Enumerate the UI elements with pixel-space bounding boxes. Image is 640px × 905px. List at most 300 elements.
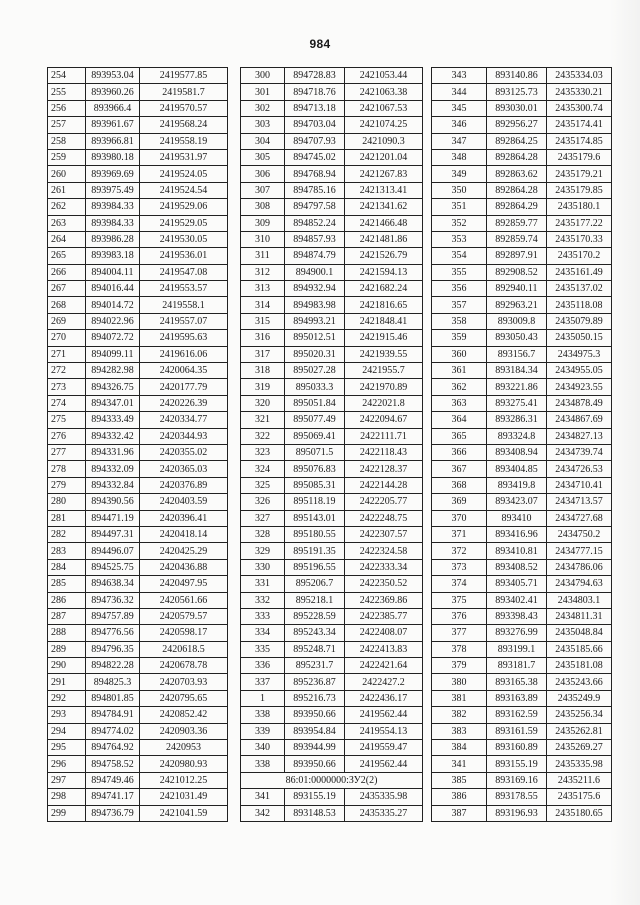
point-number-cell: 271 <box>48 346 86 362</box>
x-coordinate-cell: 892908.52 <box>487 264 547 280</box>
x-coordinate-cell: 894741.17 <box>86 789 140 805</box>
y-coordinate-cell: 2420579.57 <box>140 608 228 624</box>
y-coordinate-cell: 2420344.93 <box>140 428 228 444</box>
x-coordinate-cell: 893221.86 <box>487 379 547 395</box>
point-number-cell: 287 <box>48 608 86 624</box>
table-row <box>432 100 612 116</box>
x-coordinate-cell: 893286.31 <box>487 412 547 428</box>
point-number-cell: 347 <box>432 133 487 149</box>
point-number-cell: 301 <box>241 84 285 100</box>
table-row <box>48 805 228 821</box>
table-row <box>241 68 423 84</box>
table-row <box>432 379 612 395</box>
x-coordinate-cell: 895143.01 <box>285 510 345 526</box>
point-number-cell: 339 <box>241 723 285 739</box>
x-coordinate-cell: 892864.28 <box>487 149 547 165</box>
point-number-cell: 290 <box>48 658 86 674</box>
x-coordinate-cell: 894099.11 <box>86 346 140 362</box>
table-row <box>48 543 228 559</box>
point-number-cell: 258 <box>48 133 86 149</box>
table-row <box>432 658 612 674</box>
y-coordinate-cell: 2419570.57 <box>140 100 228 116</box>
y-coordinate-cell: 2422408.07 <box>345 625 423 641</box>
point-number-cell: 310 <box>241 231 285 247</box>
point-number-cell: 309 <box>241 215 285 231</box>
parcel-id-cell: 86:01:0000000:ЗУ2(2) <box>241 772 423 788</box>
x-coordinate-cell: 893405.71 <box>487 576 547 592</box>
y-coordinate-cell: 2421682.24 <box>345 281 423 297</box>
x-coordinate-cell: 893148.53 <box>285 805 345 821</box>
table-row <box>48 625 228 641</box>
x-coordinate-cell: 893160.89 <box>487 740 547 756</box>
y-coordinate-cell: 2435179.6 <box>547 149 612 165</box>
x-coordinate-cell: 894525.75 <box>86 559 140 575</box>
x-coordinate-cell: 895027.28 <box>285 363 345 379</box>
table-row <box>432 182 612 198</box>
x-coordinate-cell: 892859.74 <box>487 231 547 247</box>
y-coordinate-cell: 2419536.01 <box>140 248 228 264</box>
y-coordinate-cell: 2421939.55 <box>345 346 423 362</box>
x-coordinate-cell: 893402.41 <box>487 592 547 608</box>
x-coordinate-cell: 893983.18 <box>86 248 140 264</box>
x-coordinate-cell: 894764.92 <box>86 740 140 756</box>
x-coordinate-cell: 894993.21 <box>285 313 345 329</box>
y-coordinate-cell: 2422128.37 <box>345 461 423 477</box>
table-row <box>48 379 228 395</box>
y-coordinate-cell: 2435118.08 <box>547 297 612 313</box>
x-coordinate-cell: 893960.26 <box>86 84 140 100</box>
x-coordinate-cell: 892940.11 <box>487 281 547 297</box>
table-row <box>241 543 423 559</box>
point-number-cell: 354 <box>432 248 487 264</box>
table-row <box>241 199 423 215</box>
table-row <box>241 133 423 149</box>
x-coordinate-cell: 895216.73 <box>285 690 345 706</box>
point-number-cell: 348 <box>432 149 487 165</box>
x-coordinate-cell: 893178.55 <box>487 789 547 805</box>
x-coordinate-cell: 894857.93 <box>285 231 345 247</box>
point-number-cell: 319 <box>241 379 285 395</box>
table-row <box>48 723 228 739</box>
y-coordinate-cell: 2421466.48 <box>345 215 423 231</box>
x-coordinate-cell: 894774.02 <box>86 723 140 739</box>
point-number-cell: 272 <box>48 363 86 379</box>
table-row <box>241 117 423 133</box>
x-coordinate-cell: 893199.1 <box>487 641 547 657</box>
y-coordinate-cell: 2420953 <box>140 740 228 756</box>
x-coordinate-cell: 893410.81 <box>487 543 547 559</box>
point-number-cell: 307 <box>241 182 285 198</box>
table-row <box>432 117 612 133</box>
point-number-cell: 289 <box>48 641 86 657</box>
y-coordinate-cell: 2435170.33 <box>547 231 612 247</box>
point-number-cell: 260 <box>48 166 86 182</box>
table-row <box>241 592 423 608</box>
y-coordinate-cell: 2434803.1 <box>547 592 612 608</box>
y-coordinate-cell: 2422144.28 <box>345 477 423 493</box>
y-coordinate-cell: 2422248.75 <box>345 510 423 526</box>
table-row <box>241 100 423 116</box>
table-row <box>48 494 228 510</box>
y-coordinate-cell: 2421970.89 <box>345 379 423 395</box>
x-coordinate-cell: 893984.33 <box>86 215 140 231</box>
y-coordinate-cell: 2422421.64 <box>345 658 423 674</box>
point-number-cell: 265 <box>48 248 86 264</box>
y-coordinate-cell: 2434867.69 <box>547 412 612 428</box>
y-coordinate-cell: 2434786.06 <box>547 559 612 575</box>
table-row <box>432 707 612 723</box>
point-number-cell: 378 <box>432 641 487 657</box>
y-coordinate-cell: 2421041.59 <box>140 805 228 821</box>
y-coordinate-cell: 2422021.8 <box>345 395 423 411</box>
point-number-cell: 300 <box>241 68 285 84</box>
table-row <box>432 461 612 477</box>
table-row <box>241 248 423 264</box>
x-coordinate-cell: 893416.96 <box>487 526 547 542</box>
y-coordinate-cell: 2420177.79 <box>140 379 228 395</box>
point-number-cell: 314 <box>241 297 285 313</box>
table-row <box>48 215 228 231</box>
y-coordinate-cell: 2434713.57 <box>547 494 612 510</box>
y-coordinate-cell: 2419568.24 <box>140 117 228 133</box>
x-coordinate-cell: 894745.02 <box>285 149 345 165</box>
y-coordinate-cell: 2420064.35 <box>140 363 228 379</box>
point-number-cell: 325 <box>241 477 285 493</box>
point-number-cell: 323 <box>241 444 285 460</box>
point-number-cell: 336 <box>241 658 285 674</box>
point-number-cell: 357 <box>432 297 487 313</box>
coordinates-table-left <box>47 67 228 822</box>
point-number-cell: 295 <box>48 740 86 756</box>
x-coordinate-cell: 894900.1 <box>285 264 345 280</box>
x-coordinate-cell: 894332.42 <box>86 428 140 444</box>
point-number-cell: 379 <box>432 658 487 674</box>
point-number-cell: 386 <box>432 789 487 805</box>
table-row <box>48 658 228 674</box>
x-coordinate-cell: 893276.99 <box>487 625 547 641</box>
table-row <box>432 363 612 379</box>
x-coordinate-cell: 893944.99 <box>285 740 345 756</box>
x-coordinate-cell: 892864.25 <box>487 133 547 149</box>
point-number-cell: 371 <box>432 526 487 542</box>
table-row <box>48 281 228 297</box>
y-coordinate-cell: 2421031.49 <box>140 789 228 805</box>
x-coordinate-cell: 893181.7 <box>487 658 547 674</box>
point-number-cell: 382 <box>432 707 487 723</box>
point-number-cell: 256 <box>48 100 86 116</box>
y-coordinate-cell: 2435174.41 <box>547 117 612 133</box>
x-coordinate-cell: 894822.28 <box>86 658 140 674</box>
point-number-cell: 383 <box>432 723 487 739</box>
x-coordinate-cell: 893410 <box>487 510 547 526</box>
y-coordinate-cell: 2420618.5 <box>140 641 228 657</box>
x-coordinate-cell: 893140.86 <box>487 68 547 84</box>
point-number-cell: 366 <box>432 444 487 460</box>
table-row <box>48 690 228 706</box>
table-row <box>48 526 228 542</box>
x-coordinate-cell: 892864.28 <box>487 182 547 198</box>
x-coordinate-cell: 894347.01 <box>86 395 140 411</box>
page-number: 984 <box>309 37 331 51</box>
y-coordinate-cell: 2422205.77 <box>345 494 423 510</box>
table-row <box>48 576 228 592</box>
table-row <box>241 412 423 428</box>
point-number-cell: 365 <box>432 428 487 444</box>
y-coordinate-cell: 2435211.6 <box>547 772 612 788</box>
point-number-cell: 352 <box>432 215 487 231</box>
table-row <box>48 756 228 772</box>
x-coordinate-cell: 894768.94 <box>285 166 345 182</box>
x-coordinate-cell: 893419.8 <box>487 477 547 493</box>
x-coordinate-cell: 893398.43 <box>487 608 547 624</box>
scan-edge-shading <box>610 0 640 905</box>
y-coordinate-cell: 2420678.78 <box>140 658 228 674</box>
table-row <box>432 149 612 165</box>
point-number-cell: 299 <box>48 805 86 821</box>
table-row <box>48 133 228 149</box>
y-coordinate-cell: 2420365.03 <box>140 461 228 477</box>
point-number-cell: 377 <box>432 625 487 641</box>
x-coordinate-cell: 894776.56 <box>86 625 140 641</box>
y-coordinate-cell: 2435243.66 <box>547 674 612 690</box>
table-row <box>48 68 228 84</box>
point-number-cell: 263 <box>48 215 86 231</box>
y-coordinate-cell: 2435079.89 <box>547 313 612 329</box>
x-coordinate-cell: 894801.85 <box>86 690 140 706</box>
point-number-cell: 381 <box>432 690 487 706</box>
table-row <box>241 461 423 477</box>
x-coordinate-cell: 894332.84 <box>86 477 140 493</box>
table-row <box>432 133 612 149</box>
table-row <box>432 68 612 84</box>
table-row <box>241 215 423 231</box>
point-number-cell: 275 <box>48 412 86 428</box>
x-coordinate-cell: 892859.77 <box>487 215 547 231</box>
table-row <box>432 625 612 641</box>
x-coordinate-cell: 894390.56 <box>86 494 140 510</box>
point-number-cell: 331 <box>241 576 285 592</box>
point-number-cell: 327 <box>241 510 285 526</box>
point-number-cell: 296 <box>48 756 86 772</box>
table-row <box>48 264 228 280</box>
table-row <box>48 395 228 411</box>
x-coordinate-cell: 892863.62 <box>487 166 547 182</box>
y-coordinate-cell: 2419577.85 <box>140 68 228 84</box>
y-coordinate-cell: 2422307.57 <box>345 526 423 542</box>
point-number-cell: 359 <box>432 330 487 346</box>
y-coordinate-cell: 2435330.21 <box>547 84 612 100</box>
y-coordinate-cell: 2421053.44 <box>345 68 423 84</box>
table-row <box>48 231 228 247</box>
point-number-cell: 273 <box>48 379 86 395</box>
x-coordinate-cell: 893169.16 <box>487 772 547 788</box>
y-coordinate-cell: 2435334.03 <box>547 68 612 84</box>
table-row <box>241 674 423 690</box>
y-coordinate-cell: 2421313.41 <box>345 182 423 198</box>
point-number-cell: 338 <box>241 756 285 772</box>
x-coordinate-cell: 895118.19 <box>285 494 345 510</box>
table-row <box>432 526 612 542</box>
y-coordinate-cell: 2435161.49 <box>547 264 612 280</box>
point-number-cell: 276 <box>48 428 86 444</box>
x-coordinate-cell: 893184.34 <box>487 363 547 379</box>
x-coordinate-cell: 894784.91 <box>86 707 140 723</box>
table-row <box>48 412 228 428</box>
point-number-cell: 344 <box>432 84 487 100</box>
table-row <box>432 231 612 247</box>
table-row <box>48 674 228 690</box>
table-row <box>48 330 228 346</box>
x-coordinate-cell: 894004.11 <box>86 264 140 280</box>
table-row <box>48 608 228 624</box>
x-coordinate-cell: 893975.49 <box>86 182 140 198</box>
point-number-cell: 358 <box>432 313 487 329</box>
y-coordinate-cell: 2434727.68 <box>547 510 612 526</box>
point-number-cell: 308 <box>241 199 285 215</box>
point-number-cell: 257 <box>48 117 86 133</box>
x-coordinate-cell: 893162.59 <box>487 707 547 723</box>
x-coordinate-cell: 893966.81 <box>86 133 140 149</box>
table-row <box>432 576 612 592</box>
table-row <box>241 740 423 756</box>
y-coordinate-cell: 2420425.29 <box>140 543 228 559</box>
x-coordinate-cell: 895248.71 <box>285 641 345 657</box>
point-number-cell: 322 <box>241 428 285 444</box>
table-row <box>432 690 612 706</box>
table-row <box>48 166 228 182</box>
x-coordinate-cell: 894332.09 <box>86 461 140 477</box>
point-number-cell: 345 <box>432 100 487 116</box>
point-number-cell: 355 <box>432 264 487 280</box>
x-coordinate-cell: 892963.21 <box>487 297 547 313</box>
table-row <box>48 182 228 198</box>
table-row <box>48 559 228 575</box>
x-coordinate-cell: 895085.31 <box>285 477 345 493</box>
table-row <box>241 330 423 346</box>
point-number-cell: 369 <box>432 494 487 510</box>
point-number-cell: 356 <box>432 281 487 297</box>
x-coordinate-cell: 893155.19 <box>285 789 345 805</box>
y-coordinate-cell: 2434794.63 <box>547 576 612 592</box>
point-number-cell: 332 <box>241 592 285 608</box>
x-coordinate-cell: 894718.76 <box>285 84 345 100</box>
x-coordinate-cell: 894282.98 <box>86 363 140 379</box>
y-coordinate-cell: 2435177.22 <box>547 215 612 231</box>
x-coordinate-cell: 893950.66 <box>285 756 345 772</box>
x-coordinate-cell: 894825.3 <box>86 674 140 690</box>
x-coordinate-cell: 894932.94 <box>285 281 345 297</box>
y-coordinate-cell: 2421063.38 <box>345 84 423 100</box>
y-coordinate-cell: 2421067.53 <box>345 100 423 116</box>
point-number-cell: 283 <box>48 543 86 559</box>
table-row <box>241 477 423 493</box>
point-number-cell: 291 <box>48 674 86 690</box>
x-coordinate-cell: 893966.4 <box>86 100 140 116</box>
x-coordinate-cell: 895033.3 <box>285 379 345 395</box>
y-coordinate-cell: 2420403.59 <box>140 494 228 510</box>
table-row <box>432 84 612 100</box>
table-row <box>241 608 423 624</box>
y-coordinate-cell: 2434811.31 <box>547 608 612 624</box>
point-number-cell: 317 <box>241 346 285 362</box>
table-row <box>432 559 612 575</box>
x-coordinate-cell: 894471.19 <box>86 510 140 526</box>
x-coordinate-cell: 893950.66 <box>285 707 345 723</box>
y-coordinate-cell: 2434975.3 <box>547 346 612 362</box>
table-row <box>432 789 612 805</box>
x-coordinate-cell: 893163.89 <box>487 690 547 706</box>
point-number-cell: 302 <box>241 100 285 116</box>
point-number-cell: 350 <box>432 182 487 198</box>
x-coordinate-cell: 895180.55 <box>285 526 345 542</box>
point-number-cell: 267 <box>48 281 86 297</box>
y-coordinate-cell: 2435179.21 <box>547 166 612 182</box>
y-coordinate-cell: 2420396.41 <box>140 510 228 526</box>
table-row <box>432 543 612 559</box>
point-number-cell: 376 <box>432 608 487 624</box>
y-coordinate-cell: 2434827.13 <box>547 428 612 444</box>
parcel-header-row <box>241 772 423 788</box>
table-row <box>48 477 228 493</box>
point-number-cell: 367 <box>432 461 487 477</box>
y-coordinate-cell: 2420334.77 <box>140 412 228 428</box>
x-coordinate-cell: 893986.28 <box>86 231 140 247</box>
point-number-cell: 346 <box>432 117 487 133</box>
y-coordinate-cell: 2421955.7 <box>345 363 423 379</box>
table-row <box>241 494 423 510</box>
y-coordinate-cell: 2419581.7 <box>140 84 228 100</box>
point-number-cell: 321 <box>241 412 285 428</box>
x-coordinate-cell: 893423.07 <box>487 494 547 510</box>
y-coordinate-cell: 2422427.2 <box>345 674 423 690</box>
x-coordinate-cell: 895069.41 <box>285 428 345 444</box>
y-coordinate-cell: 2435174.85 <box>547 133 612 149</box>
point-number-cell: 269 <box>48 313 86 329</box>
x-coordinate-cell: 894852.24 <box>285 215 345 231</box>
point-number-cell: 284 <box>48 559 86 575</box>
table-row <box>241 805 423 821</box>
point-number-cell: 368 <box>432 477 487 493</box>
x-coordinate-cell: 893155.19 <box>487 756 547 772</box>
point-number-cell: 286 <box>48 592 86 608</box>
x-coordinate-cell: 895218.1 <box>285 592 345 608</box>
y-coordinate-cell: 2420852.42 <box>140 707 228 723</box>
y-coordinate-cell: 2420355.02 <box>140 444 228 460</box>
table-row <box>432 428 612 444</box>
point-number-cell: 259 <box>48 149 86 165</box>
table-row <box>241 789 423 805</box>
x-coordinate-cell: 894785.16 <box>285 182 345 198</box>
y-coordinate-cell: 2419559.47 <box>345 740 423 756</box>
table-row <box>48 510 228 526</box>
x-coordinate-cell: 895051.84 <box>285 395 345 411</box>
x-coordinate-cell: 894749.46 <box>86 772 140 788</box>
table-row <box>241 510 423 526</box>
point-number-cell: 385 <box>432 772 487 788</box>
x-coordinate-cell: 894736.79 <box>86 805 140 821</box>
table-row <box>48 707 228 723</box>
table-row <box>48 740 228 756</box>
y-coordinate-cell: 2434955.05 <box>547 363 612 379</box>
y-coordinate-cell: 2419529.06 <box>140 199 228 215</box>
point-number-cell: 337 <box>241 674 285 690</box>
point-number-cell: 375 <box>432 592 487 608</box>
point-number-cell: 255 <box>48 84 86 100</box>
table-row <box>48 346 228 362</box>
point-number-cell: 278 <box>48 461 86 477</box>
y-coordinate-cell: 2435048.84 <box>547 625 612 641</box>
x-coordinate-cell: 892897.91 <box>487 248 547 264</box>
